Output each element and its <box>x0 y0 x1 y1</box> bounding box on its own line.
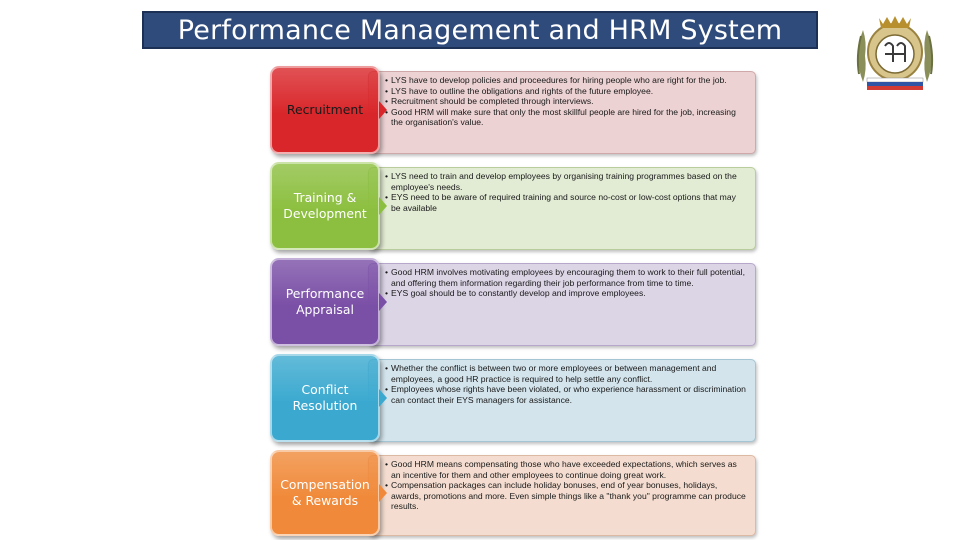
bullet-item: • Good HRM means compensating those who have exceeded expectations, which serves as an incentive for them and other employees to continue doing great work. <box>385 459 747 480</box>
bullet-item: • LYS have to outline the obligations and rights of the future employee. <box>385 86 747 97</box>
process-description-panel <box>368 455 756 536</box>
process-stage-tile <box>270 354 380 442</box>
process-row <box>270 162 756 250</box>
process-row <box>270 66 756 154</box>
bullet-item: • EYS need to be aware of required training and source no-cost or low-cost options that may be available <box>385 192 747 213</box>
bullet-list <box>385 75 747 128</box>
slide-title: Performance Management and HRM System <box>177 14 783 46</box>
process-stage-label: Performance Appraisal <box>285 286 365 317</box>
bullet-item: • Good HRM involves motivating employees by encouraging them to work to their full potential, and offering them information regarding their job performance from time to time. <box>385 267 747 288</box>
process-stage-label: Training & Development <box>283 190 367 221</box>
process-description-panel <box>368 263 756 346</box>
process-stage-label: Recruitment <box>286 102 364 117</box>
process-row <box>270 450 756 536</box>
connector-arrow-icon <box>379 389 387 407</box>
bullet-item: • Whether the conflict is between two or more employees or between management and employees, a good HR practice is required to help settle any conflict. <box>385 363 747 384</box>
bullet-item: • LYS need to train and develop employees by organising training programmes based on the employee's needs. <box>385 171 747 192</box>
process-stage-tile <box>270 162 380 250</box>
process-stage-tile <box>270 450 380 536</box>
connector-arrow-icon <box>379 484 387 502</box>
process-description-panel <box>368 167 756 250</box>
bullet-list <box>385 267 747 299</box>
university-crest-icon <box>849 12 941 100</box>
bullet-item: • LYS have to develop policies and proceedures for hiring people who are right for the job. <box>385 75 747 86</box>
connector-arrow-icon <box>379 101 387 119</box>
process-stage-label: Conflict Resolution <box>292 382 358 413</box>
bullet-list <box>385 459 747 512</box>
process-stage-tile <box>270 66 380 154</box>
connector-arrow-icon <box>379 293 387 311</box>
bullet-list <box>385 363 747 405</box>
bullet-item: • Compensation packages can include holiday bonuses, end of year bonuses, holidays, awards, promotions and more. Even simple things like a "thank you" programme can produce results. <box>385 480 747 512</box>
bullet-item: • Good HRM will make sure that only the most skillful people are hired for the job, increasing the organisation's value. <box>385 107 747 128</box>
connector-arrow-icon <box>379 197 387 215</box>
bullet-item: • Employees whose rights have been violated, or who experience harassment or discrimination can contact their EYS managers for assistance. <box>385 384 747 405</box>
process-stage-label: Compensation & Rewards <box>280 477 370 508</box>
bullet-item: • EYS goal should be to constantly develop and improve employees. <box>385 288 747 299</box>
process-description-panel <box>368 359 756 442</box>
bullet-item: • Recruitment should be completed through interviews. <box>385 96 747 107</box>
process-row <box>270 354 756 442</box>
title-banner <box>142 11 818 49</box>
bullet-list <box>385 171 747 213</box>
process-description-panel <box>368 71 756 154</box>
process-stage-tile <box>270 258 380 346</box>
process-row <box>270 258 756 346</box>
